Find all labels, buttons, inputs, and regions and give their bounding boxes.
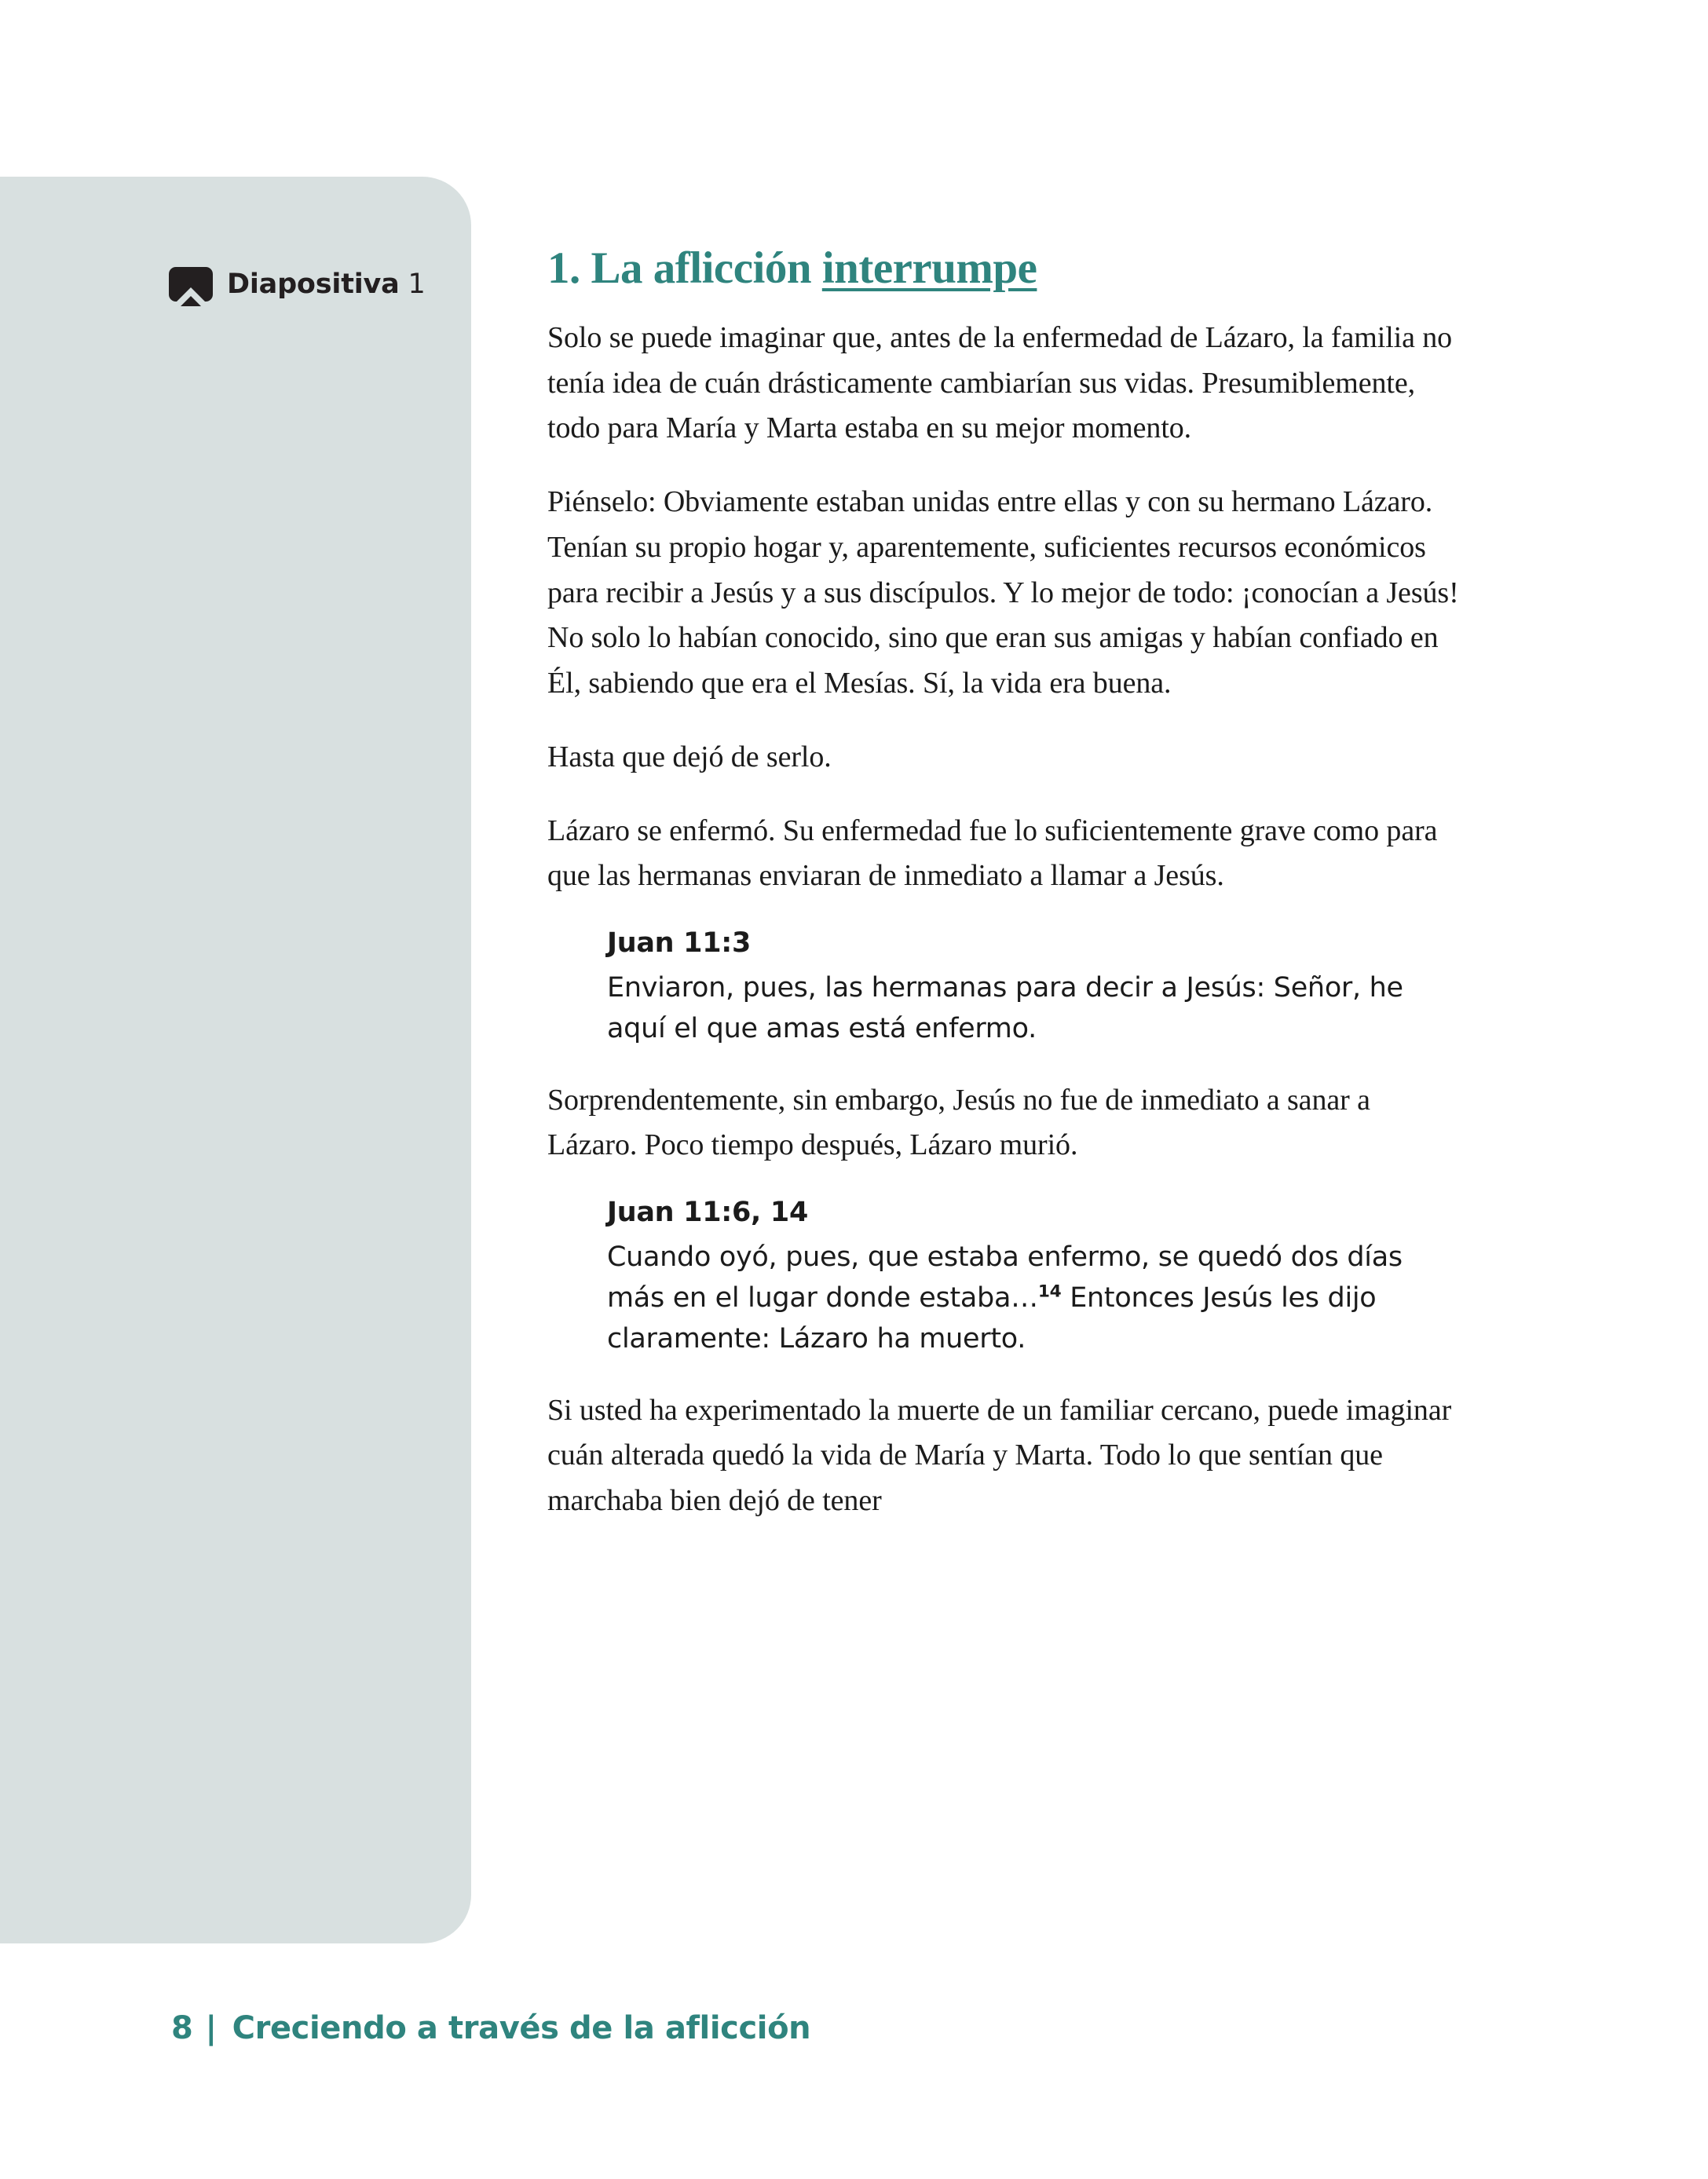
body-paragraph: Hasta que dejó de serlo.	[547, 740, 832, 773]
slide-marker-name: Diapositiva	[227, 269, 400, 300]
scripture-verse	[607, 1238, 1462, 1359]
body-paragraph: Piénselo: Obviamente estaban unidas entre ellas y con su hermano Lázaro. Tenían su propio hogar y, aparentemente, suficientes recursos económicos para recibir a Jesús y a sus discípulos. Y lo mejor de todo: ¡conocían a Jesús! No solo lo habían conocido, sino que eran sus amigas y habían confiado en Él, sabiendo que era el Mesías. Sí, la vida era buena.	[547, 485, 1459, 700]
slide-marker-label	[227, 269, 426, 300]
page-number: 8	[171, 2010, 193, 2046]
scripture-verse-text: Enviaron, pues, las hermanas para decir a Jesús: Señor, he aquí el que amas está enfermo.	[607, 972, 1403, 1044]
scripture-verse	[607, 968, 1462, 1050]
scripture-verse-text: Cuando oyó, pues, que estaba enfermo, se quedó dos días más en el lugar donde estaba…	[607, 1241, 1403, 1314]
page-title-emphasis: interrumpe	[821, 243, 1037, 293]
body-paragraph: Solo se puede imaginar que, antes de la enfermedad de Lázaro, la familia no tenía idea de cuán drásticamente cambiarían sus vidas. Presumiblemente, todo para María y Marta estaba en su mejor momento.	[547, 320, 1453, 445]
scripture-verse-number: 14	[1037, 1281, 1062, 1302]
page-title-lead: 1. La aflicción	[547, 243, 822, 293]
presentation-screen-icon	[169, 267, 213, 302]
presentation-screen-arrow	[181, 296, 201, 306]
slide-marker	[169, 267, 426, 302]
footer-separator: |	[205, 2010, 217, 2046]
scripture-quote	[547, 927, 1462, 1050]
page-title	[547, 243, 1462, 294]
slide-marker-number: 1	[408, 269, 426, 300]
body-paragraph: Sorprendentemente, sin embargo, Jesús no fue de inmediato a sanar a Lázaro. Poco tiempo después, Lázaro murió.	[547, 1083, 1370, 1162]
footer-book-title: Creciendo a través de la aflicción	[232, 2010, 811, 2046]
sidebar-panel	[0, 177, 471, 1943]
main-content	[547, 243, 1462, 1524]
scripture-reference: Juan 11:6, 14	[607, 1197, 809, 1229]
page-footer	[171, 2010, 810, 2046]
scripture-reference: Juan 11:3	[607, 927, 752, 960]
body-paragraph: Lázaro se enfermó. Su enfermedad fue lo suficientemente grave como para que las hermanas enviaran de inmediato a llamar a Jesús.	[547, 813, 1438, 893]
body-paragraph: Si usted ha experimentado la muerte de un familiar cercano, puede imaginar cuán alterada quedó la vida de María y Marta. Todo lo que sentían que marchaba bien dejó de tener	[547, 1393, 1452, 1518]
scripture-verse-text-continued: Entonces Jesús les dijo claramente: Lázaro ha muerto.	[607, 1281, 1377, 1355]
scripture-quote	[547, 1197, 1462, 1359]
